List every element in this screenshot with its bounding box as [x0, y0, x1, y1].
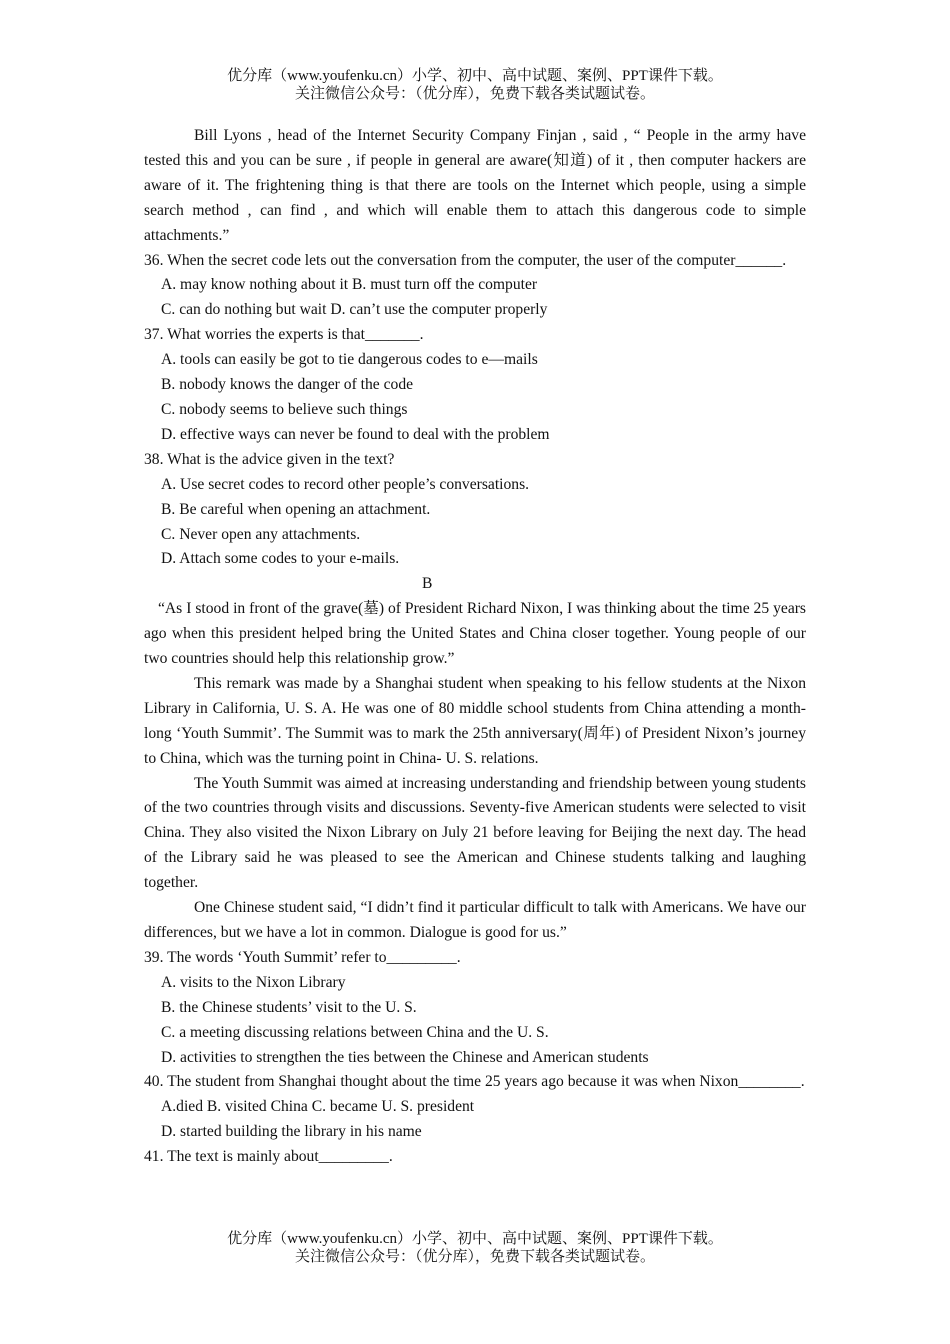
passage-b-paragraph-2: This remark was made by a Shanghai student when speaking to his fellow students at the Nixon Library in California, U. S. A. He was one of 80 middle school students from China attending a month-long ‘Youth Summit’. The Summit was to mark the 25th anniversary(周年) of President Nixon’s journey to China, which was the turning point in China- U. S. relations.: [144, 674, 806, 767]
question-stem: 39. The words ‘Youth Summit’ refer to_________.: [144, 948, 461, 966]
question-stem: 38. What is the advice given in the text?: [144, 450, 395, 468]
header-line-2: 关注微信公众号：（优分库），免费下载各类试题试卷。: [294, 86, 655, 102]
answer-option: B. nobody knows the danger of the code: [161, 376, 414, 394]
answer-option: C. a meeting discussing relations between China and the U. S.: [161, 1023, 549, 1041]
answer-option: A. tools can easily be got to tie dangerous codes to e—mails: [161, 351, 538, 369]
question-36: [144, 249, 806, 324]
passage-b-paragraph-4: One Chinese student said, “I didn’t find it particular difficult to talk with Americans. We have our differences, but we have a lot in common. Dialogue is good for us.”: [144, 899, 806, 941]
footer-line-1: 优分库（www.youfenku.cn）小学、初中、高中试题、案例、PPT课件下载。: [227, 1231, 723, 1247]
answer-option: C. can do nothing but wait D. can’t use the computer properly: [161, 301, 548, 319]
answer-option: D. started building the library in his name: [161, 1123, 422, 1141]
answer-option: D. effective ways can never be found to deal with the problem: [161, 425, 550, 443]
answer-option: C. Never open any attachments.: [161, 525, 361, 543]
answer-option: D. Attach some codes to your e-mails.: [161, 550, 400, 568]
page-footer: [0, 1230, 950, 1266]
question-stem: 36. When the secret code lets out the conversation from the computer, the user of the computer______.: [144, 251, 787, 269]
answer-option: B. Be careful when opening an attachment.: [161, 500, 431, 518]
question-40: [144, 1070, 806, 1145]
answer-option: B. the Chinese students’ visit to the U. S.: [161, 998, 417, 1016]
page-header: [0, 67, 950, 103]
question-stem: 41. The text is mainly about_________.: [144, 1148, 393, 1166]
question-41: [144, 1145, 806, 1170]
question-stem: 40. The student from Shanghai thought about the time 25 years ago because it was when Nixon________.: [144, 1073, 805, 1091]
answer-option: D. activities to strengthen the ties between the Chinese and American students: [161, 1048, 649, 1066]
question-stem: 37. What worries the experts is that_______.: [144, 326, 424, 344]
passage-b-paragraph-1: “As I stood in front of the grave(墓) of President Richard Nixon, I was thinking about the time 25 years ago when this president helped bring the United States and China closer together. Young people of our two countries should help this relationship grow.”: [144, 600, 806, 668]
passage-b-paragraph-3: The Youth Summit was aimed at increasing understanding and friendship between young students of the two countries through visits and discussions. Seventy-five American students were selected to visit China. They also visited the Nixon Library on July 21 before leaving for Beijing the next day. The head of the Library said he was pleased to see the American and Chinese students talking and laughing together.: [144, 774, 806, 892]
answer-option: A. visits to the Nixon Library: [161, 973, 346, 991]
document-body: [144, 124, 806, 1170]
header-line-1: 优分库（www.youfenku.cn）小学、初中、高中试题、案例、PPT课件下载。: [227, 68, 723, 84]
section-b-heading: B: [422, 575, 433, 593]
question-38: [144, 448, 806, 573]
answer-option: C. nobody seems to believe such things: [161, 400, 408, 418]
question-37: [144, 323, 806, 448]
answer-option: A. Use secret codes to record other people’s conversations.: [161, 475, 530, 493]
answer-option: A. may know nothing about it B. must turn off the computer: [161, 276, 538, 294]
question-39: [144, 946, 806, 1071]
footer-line-2: 关注微信公众号：（优分库），免费下载各类试题试卷。: [294, 1249, 655, 1265]
answer-option: A.died B. visited China C. became U. S. president: [161, 1098, 475, 1116]
passage-a-paragraph: Bill Lyons , head of the Internet Security Company Finjan , said , “ People in the army have tested this and you can be sure , if people in general are aware(知道) of it , then computer hackers are aware of it. The frightening thing is that there are tools on the Internet which people, using a simple search method , can find , and which will enable them to attach this dangerous code to simple attachments.”: [144, 127, 806, 244]
